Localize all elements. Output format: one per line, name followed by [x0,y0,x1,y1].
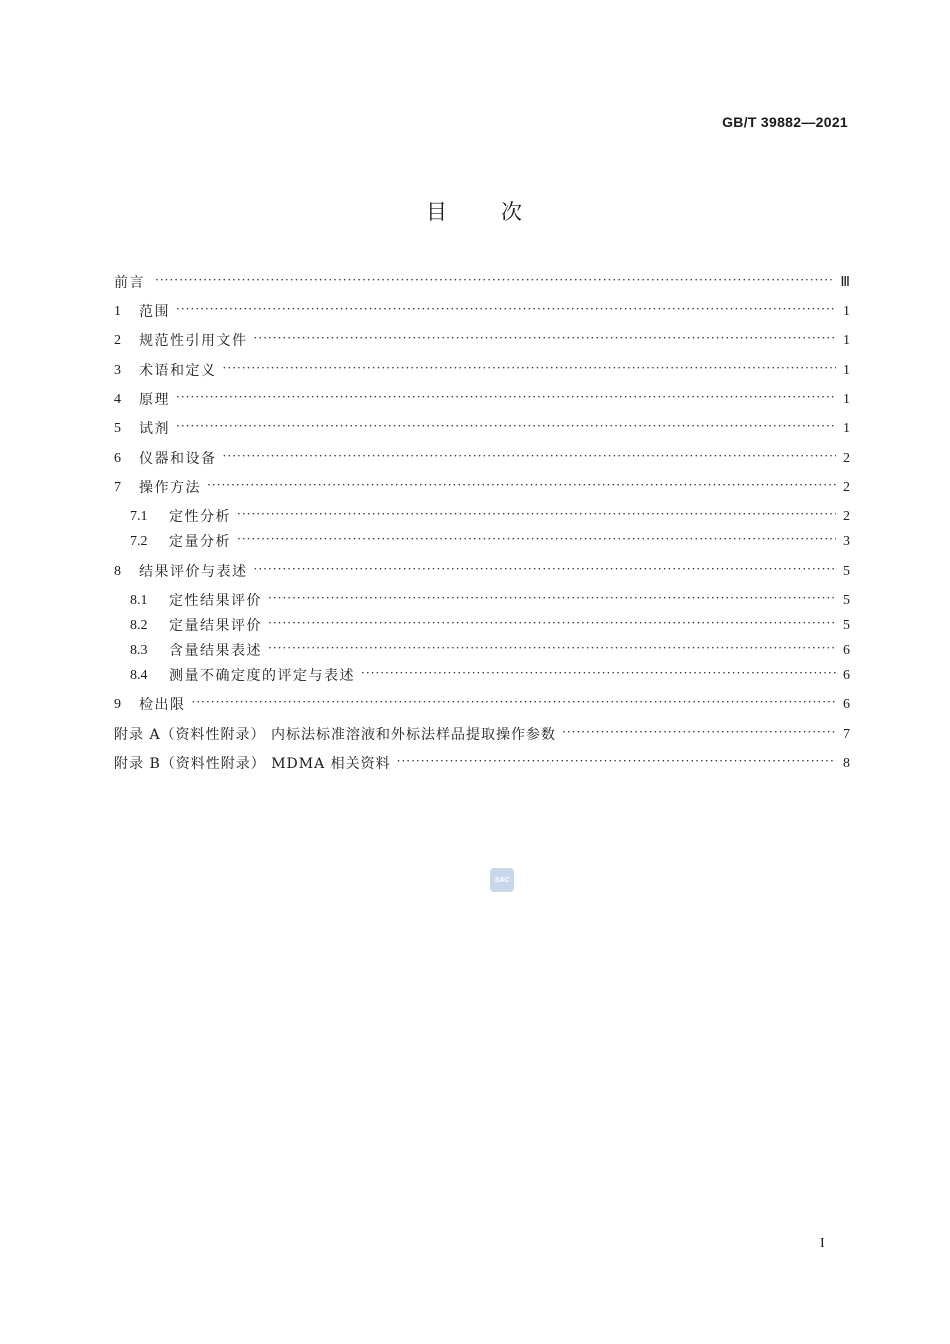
toc-title [0,196,950,226]
toc-entry-7-1[interactable] [114,506,850,528]
toc-entry-4[interactable] [114,389,850,411]
toc-page: 6 [843,668,850,683]
toc-entry-8[interactable] [114,561,850,583]
toc-leader-dots [268,637,836,659]
toc-label: 结果评价与表述 [139,564,248,580]
toc-page: 2 [843,509,850,524]
toc-entry-8-1[interactable] [114,590,850,612]
toc-page: 1 [843,363,850,378]
toc-number: 2 [114,333,121,348]
toc-entry-5[interactable] [114,418,850,440]
toc-label: 试剂 [139,421,170,437]
toc-page: 1 [843,304,850,319]
toc-entry-6[interactable] [114,448,850,470]
toc-leader-dots [176,415,836,437]
toc-page: 5 [843,593,850,608]
toc-page: 5 [843,618,850,633]
toc-label: 测量不确定度的评定与表述 [169,668,355,684]
toc-label: 仪器和设备 [139,451,217,467]
toc-page: 5 [843,564,850,579]
toc-number: 4 [114,392,121,407]
toc-leader-dots [397,750,836,772]
toc-page: 2 [843,480,850,495]
toc-number: 7 [114,480,121,495]
toc-page: 8 [843,756,850,771]
toc-leader-dots [237,528,836,550]
toc-leader-dots [254,327,837,349]
standard-code: GB/T 39882—2021 [722,114,848,130]
toc-title-char-1: 目 [426,200,449,224]
toc-entry-7[interactable] [114,477,850,499]
toc-leader-dots [562,721,836,743]
toc-label: 含量结果表述 [169,643,262,659]
toc-entry-9[interactable] [114,694,850,716]
toc-number: 7.1 [130,509,148,524]
toc-leader-dots [192,691,837,713]
toc-entry-2[interactable] [114,330,850,352]
toc-label: 原理 [139,392,170,408]
toc-leader-dots [176,298,836,320]
toc-page: 1 [843,421,850,436]
toc-number: 8.1 [130,593,148,608]
toc-leader-dots [237,503,836,525]
toc-label: 定性结果评价 [169,593,262,609]
toc-number: 9 [114,697,121,712]
toc-page: 1 [843,392,850,407]
toc-label: 定量结果评价 [169,618,262,634]
sac-watermark-logo: SAC [490,868,514,892]
toc-label: 操作方法 [139,480,201,496]
toc-page: 6 [843,643,850,658]
toc-leader-dots [155,269,834,291]
toc-page: 3 [843,534,850,549]
toc-label: 定性分析 [169,509,231,525]
toc-title-char-2: 次 [501,200,524,224]
toc-entry-7-2[interactable] [114,531,850,553]
toc-entry-8-2[interactable] [114,615,850,637]
toc-leader-dots [268,587,836,609]
toc-page: 2 [843,451,850,466]
toc-entry-1[interactable] [114,301,850,323]
toc-label: 附录 A（资料性附录） 内标法标准溶液和外标法样品提取操作参数 [114,727,557,743]
toc-number: 8.3 [130,643,148,658]
toc-entry-appendix-a[interactable] [114,724,850,746]
toc-entry-3[interactable] [114,360,850,382]
toc-number: 8.4 [130,668,148,683]
toc-number: 6 [114,451,121,466]
toc-entry-appendix-b[interactable] [114,753,850,775]
toc-page: 7 [843,727,850,742]
toc-entry-8-4[interactable] [114,665,850,687]
toc-leader-dots [361,662,836,684]
toc-number: 1 [114,304,121,319]
toc-number: 8.2 [130,618,148,633]
toc-leader-dots [223,357,837,379]
toc-number: 8 [114,564,121,579]
toc-leader-dots [207,474,836,496]
toc-leader-dots [176,386,836,408]
toc-leader-dots [223,445,837,467]
toc-number: 7.2 [130,534,148,549]
toc-leader-dots [268,612,836,634]
toc-page: 6 [843,697,850,712]
toc-label: 规范性引用文件 [139,333,248,349]
toc-label: 范围 [139,304,170,320]
toc-page: 1 [843,333,850,348]
page-number: I [820,1236,825,1251]
toc-page: Ⅲ [840,275,850,290]
toc-label: 术语和定义 [139,363,217,379]
toc-number: 3 [114,363,121,378]
toc-entry-foreword[interactable] [114,272,850,294]
toc-leader-dots [254,558,837,580]
toc-entry-8-3[interactable] [114,640,850,662]
toc-number: 5 [114,421,121,436]
toc-label: 定量分析 [169,534,231,550]
toc-label: 附录 B（资料性附录） MDMA 相关资料 [114,756,391,772]
toc-label: 检出限 [139,697,186,713]
toc-label: 前言 [114,275,145,291]
